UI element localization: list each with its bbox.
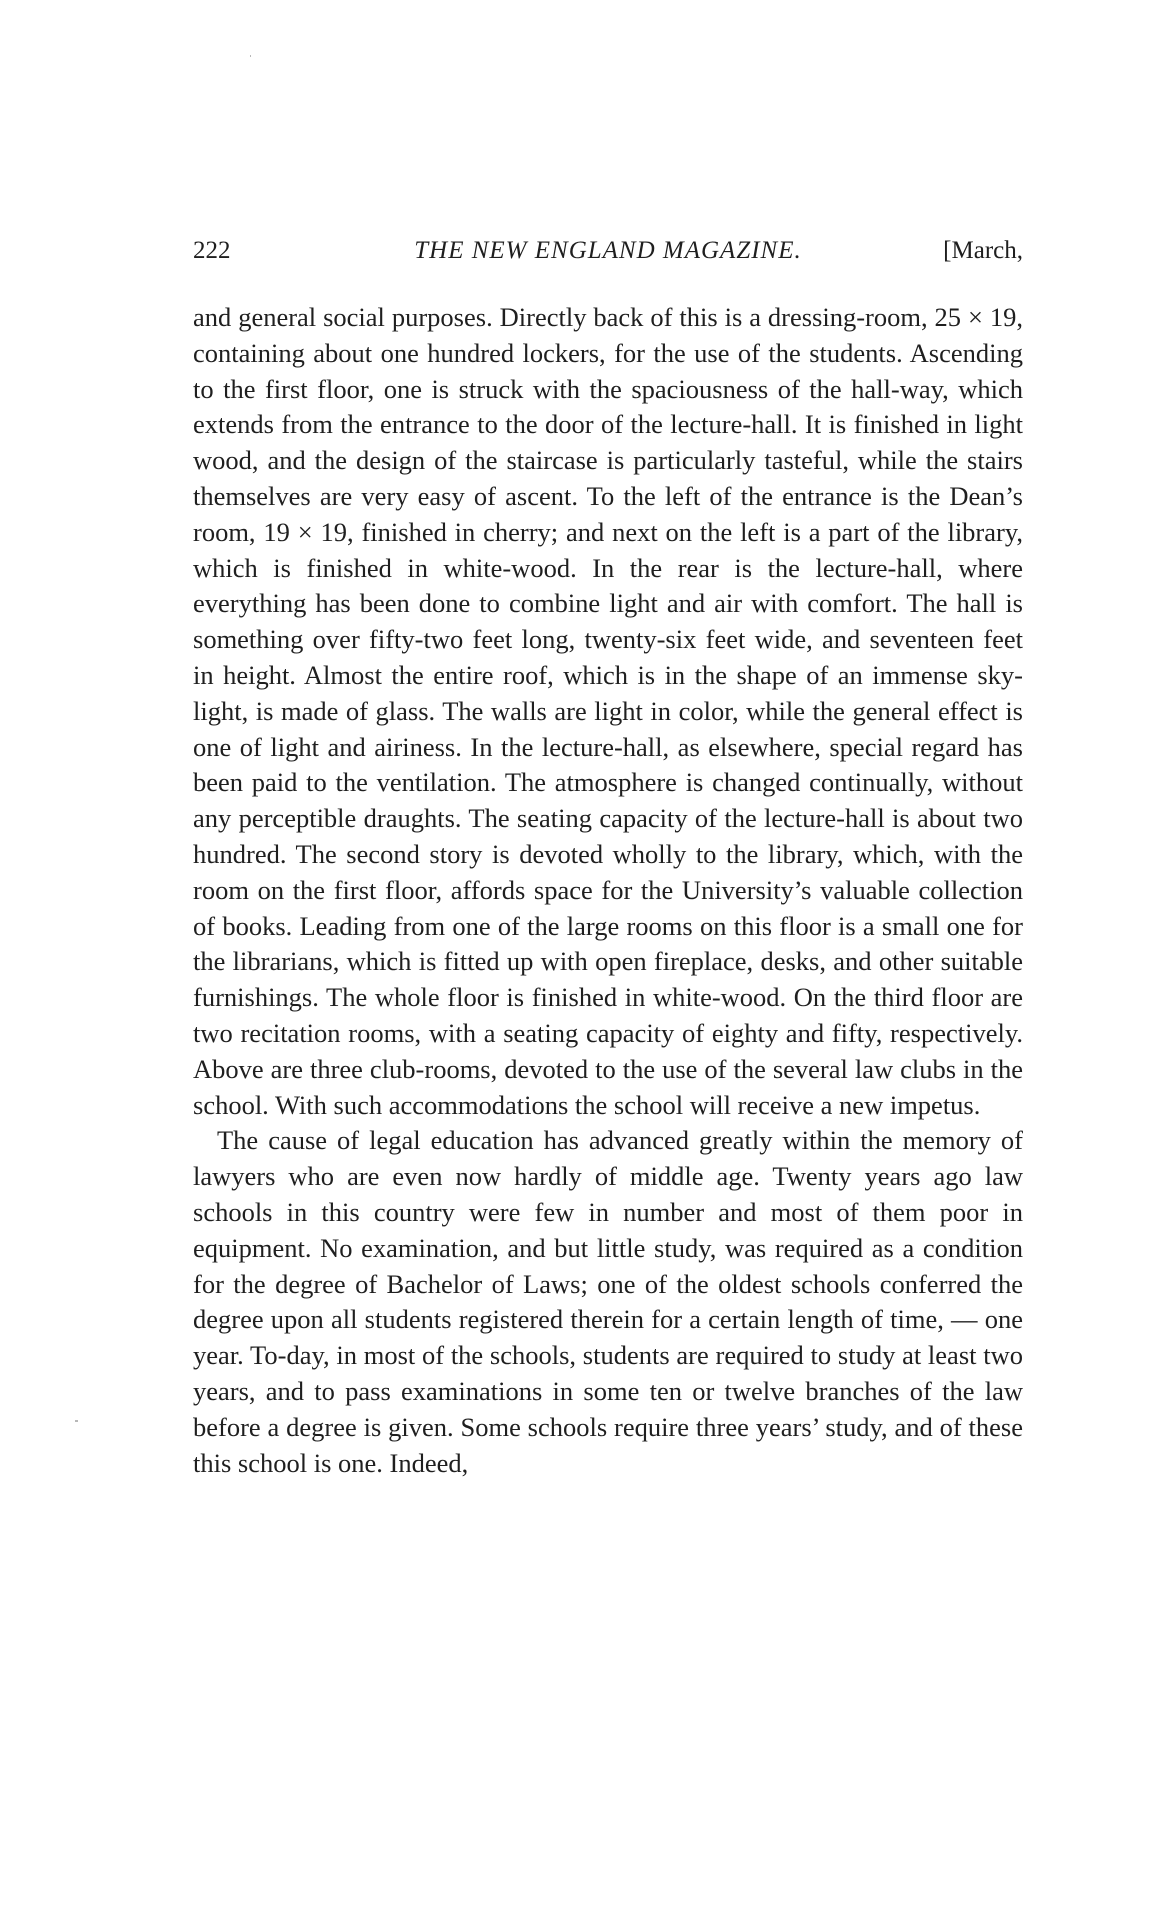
page-number: 222 [193,237,231,264]
running-head [193,233,1023,269]
paragraph-building-description: and general social purposes. Directly back of this is a dressing-room, 25 × 19, containing about one hundred lockers, for the use of the students. Ascending to the first floor, one is struck with the spaciousness of the hall-way, which extends from the entrance to the door of the lecture-hall. It is finished in light wood, and the design of the staircase is particularly tasteful, while the stairs themselves are very easy of ascent. To the left of the entrance is the Dean’s room, 19 × 19, finished in cherry; and next on the left is a part of the library, which is finished in white-wood. In the rear is the lecture-hall, where everything has been done to combine light and air with comfort. The hall is something over fifty-two feet long, twenty-six feet wide, and seventeen feet in height. Almost the entire roof, which is in the shape of an immense sky-light, is made of glass. The walls are light in color, while the general effect is one of light and airiness. In the lecture-hall, as elsewhere, special regard has been paid to the ventilation. The atmosphere is changed continually, without any perceptible draughts. The seating capacity of the lecture-hall is about two hundred. The second story is devoted wholly to the library, which, with the room on the first floor, affords space for the University’s valuable collection of books. Leading from one of the large rooms on this floor is a small one for the librarians, which is fitted up with open fireplace, desks, and other suitable furnishings. The whole floor is finished in white-wood. On the third floor are two recitation rooms, with a seating capacity of eighty and fifty, respectively. Above are three club-rooms, devoted to the use of the several law clubs in the school. With such accommodations the school will receive a new impetus. [193,302,1023,1120]
running-month: [March, [943,237,1023,264]
scan-speck-top [250,55,251,57]
running-title: THE NEW ENGLAND MAGAZINE. [414,237,802,264]
body-text [193,300,1023,1481]
scan-speck-left [75,1420,78,1422]
paragraph-legal-education: The cause of legal education has advanced greatly within the memory of lawyers who are even now hardly of middle age. Twenty years ago law schools in this country were few in number and most of them poor in equipment. No examination, and but little study, was required as a condition for the degree of Bachelor of Laws; one of the oldest schools conferred the degree upon all students registered therein for a certain length of time, — one year. To-day, in most of the schools, students are required to study at least two years, and to pass examinations in some ten or twelve branches of the law before a degree is given. Some schools require three years’ study, and of these this school is one. Indeed, [193,1125,1023,1478]
